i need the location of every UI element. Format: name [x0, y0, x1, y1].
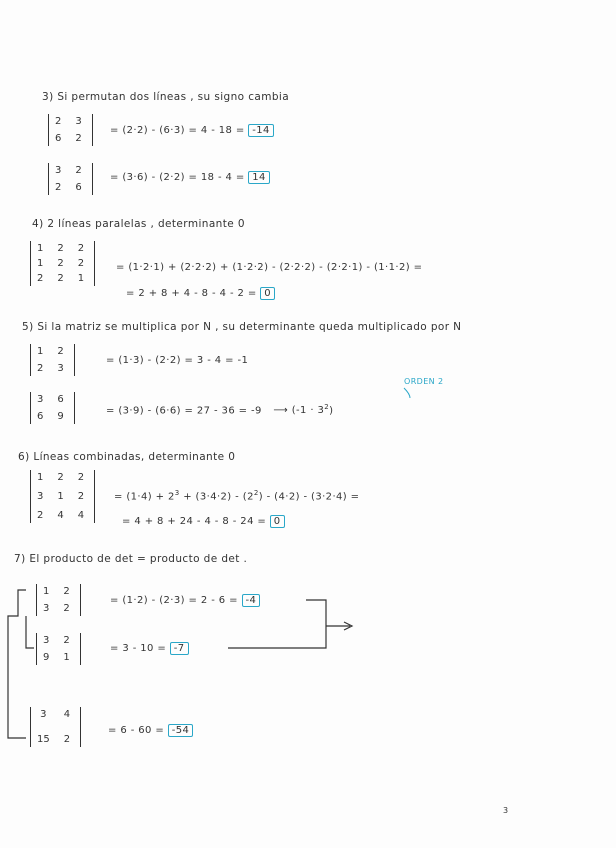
exponent: 2 — [253, 489, 259, 497]
matrix-cell: 3 — [37, 491, 44, 502]
matrix-cell: 3 — [55, 165, 62, 176]
exponent: 3 — [174, 489, 180, 497]
matrix-cell: 2 — [77, 472, 85, 483]
matrix-cell: 2 — [57, 472, 64, 483]
result-box: -7 — [170, 642, 189, 655]
expression-5a: = (1·3) - (2·2) = 3 - 4 = -1 — [106, 355, 249, 366]
expression-text: = (1·2) - (2·3) = 2 - 6 = — [110, 595, 238, 606]
matrix-cell: 2 — [77, 258, 85, 269]
matrix-cell: 1 — [37, 243, 44, 254]
matrix-cell: 1 — [37, 346, 44, 357]
expression-text: = (3·6) - (2·2) = 18 - 4 = — [110, 172, 245, 183]
matrix-cell: 2 — [77, 243, 85, 254]
result-box: 14 — [248, 171, 270, 184]
expression-text: = 6 - 60 = — [108, 725, 165, 736]
matrix-cell: 2 — [37, 363, 44, 374]
matrix-cell: 2 — [63, 603, 70, 614]
matrix-cell: 2 — [57, 346, 64, 357]
matrix-cell: 6 — [37, 411, 44, 422]
matrix-cell: 15 — [37, 734, 50, 745]
right-bracket-line — [228, 600, 326, 648]
matrix-cell: 1 — [43, 586, 50, 597]
section-3-heading: 3) Si permutan dos líneas , su signo cambia — [42, 91, 290, 103]
result-box: 0 — [260, 287, 275, 300]
expression-text: = (2·2) - (6·3) = 4 - 18 = — [110, 125, 245, 136]
expression-text: + (3·4·2) - (2 — [179, 491, 254, 503]
left-bracket-line — [8, 590, 26, 738]
result-box: -4 — [242, 594, 261, 607]
expression-4-line1: = (1·2·1) + (2·2·2) + (1·2·2) - (2·2·2) - (2·2·1) - (1·1·2) = — [116, 262, 423, 273]
matrix-cell: 2 — [63, 635, 70, 646]
matrix-cell: 4 — [77, 510, 85, 521]
matrix-cell: 6 — [55, 133, 62, 144]
matrix-cell: 2 — [37, 273, 44, 284]
expression-text: = 4 + 8 + 24 - 4 - 8 - 24 = — [122, 516, 267, 527]
section-6-heading: 6) Líneas combinadas, determinante 0 — [18, 451, 236, 463]
matrix-cell: 2 — [57, 273, 64, 284]
matrix-cell: 6 — [75, 182, 82, 193]
matrix-cell: 2 — [37, 510, 44, 521]
matrix-cell: 2 — [75, 133, 82, 144]
matrix-cell: 1 — [37, 472, 44, 483]
matrix-cell: 3 — [75, 116, 82, 127]
close-paren: ) — [329, 405, 334, 417]
expression-text: = (1·4) + 2 — [114, 491, 175, 503]
matrix-cell: 2 — [63, 734, 71, 745]
matrix-cell: 9 — [57, 411, 64, 422]
matrix-cell: 3 — [43, 635, 50, 646]
section-5-heading: 5) Si la matriz se multiplica por N , su determinante queda multiplicado por N — [22, 321, 462, 333]
matrix-cell: 3 — [57, 363, 64, 374]
expression-text: = (3·9) - (6·6) = 27 - 36 = -9 — [106, 405, 262, 417]
expression-text: = 2 + 8 + 4 - 8 - 4 - 2 = — [126, 288, 257, 299]
result-box: -54 — [168, 724, 194, 737]
matrix-cell: 2 — [55, 182, 62, 193]
arrow-expression: ⟶ (-1 · 3 — [273, 405, 325, 417]
exponent: 2 — [324, 403, 330, 411]
result-box: 0 — [270, 515, 285, 528]
matrix-cell: 3 — [43, 603, 50, 614]
page-mark: 3 — [503, 806, 509, 815]
expression-text: = 3 - 10 = — [110, 643, 167, 654]
order-note: ORDEN 2 — [404, 377, 444, 386]
matrix-cell: 3 — [40, 709, 47, 720]
note-pointer-line — [404, 388, 410, 398]
matrix-cell: 3 — [37, 394, 44, 405]
matrix-cell: 1 — [37, 258, 44, 269]
matrix-cell: 2 — [55, 116, 62, 127]
matrix-cell: 1 — [63, 652, 70, 663]
matrix-cell: 9 — [43, 652, 50, 663]
matrix-cell: 6 — [57, 394, 64, 405]
result-box: -14 — [248, 124, 274, 137]
expression-text: ) - (4·2) - (3·2·4) = — [258, 491, 360, 503]
matrix-cell: 2 — [57, 258, 64, 269]
section-7-heading: 7) El producto de det = producto de det . — [14, 553, 248, 565]
section-4-heading: 4) 2 líneas paralelas , determinante 0 — [32, 218, 245, 230]
matrix-cell: 2 — [75, 165, 82, 176]
matrix-cell: 1 — [57, 491, 64, 502]
matrix-cell: 1 — [77, 273, 85, 284]
matrix-cell: 4 — [57, 510, 64, 521]
inner-bracket-line — [26, 616, 34, 648]
matrix-cell: 4 — [63, 709, 71, 720]
matrix-cell: 2 — [77, 491, 85, 502]
matrix-cell: 2 — [57, 243, 64, 254]
matrix-cell: 2 — [63, 586, 70, 597]
